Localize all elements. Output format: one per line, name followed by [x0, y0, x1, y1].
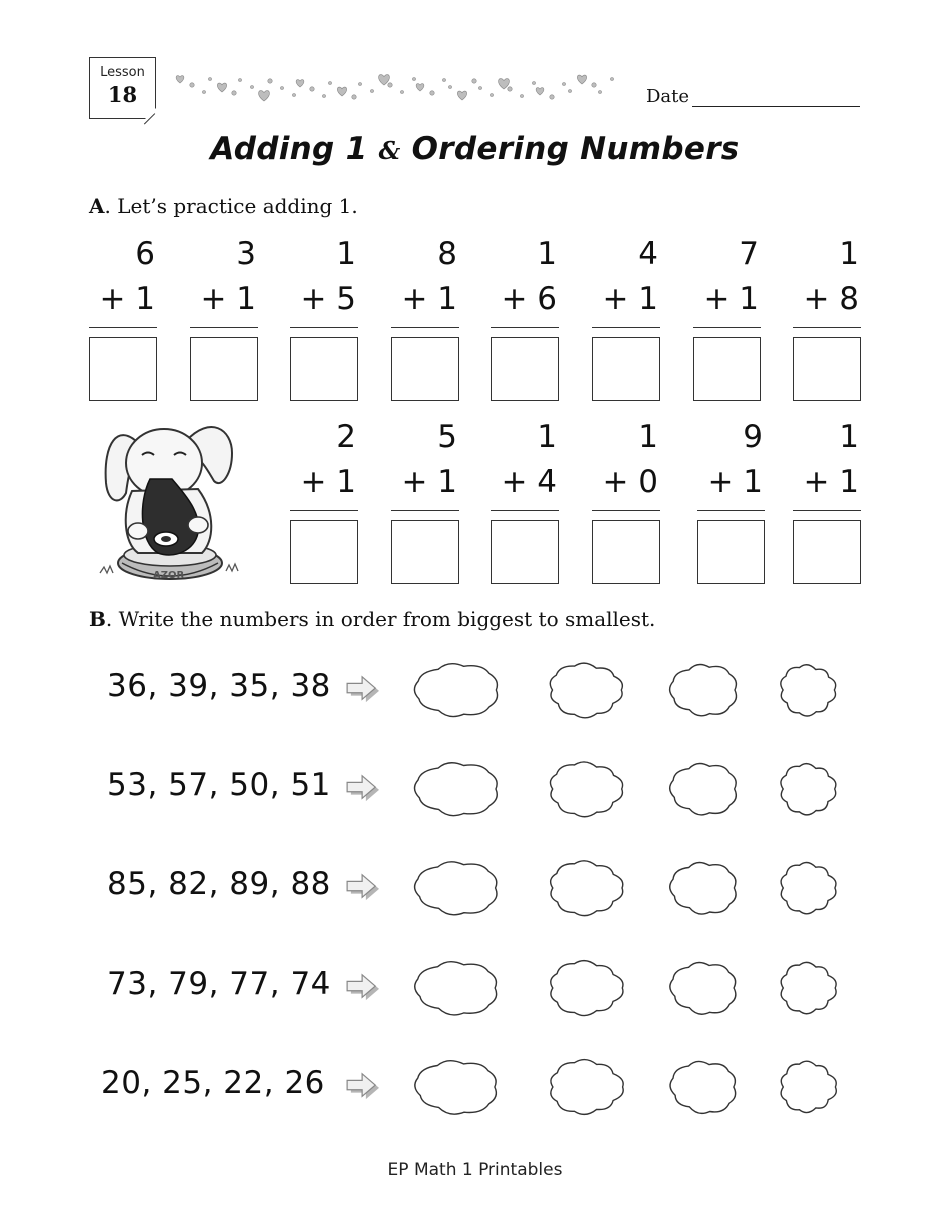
addend-bottom: + 1	[707, 464, 763, 500]
section-a-text: . Let’s practice adding 1.	[104, 194, 358, 218]
number-sequence: 85, 82, 89, 88	[107, 866, 331, 902]
cloud-answer-shape[interactable]	[651, 942, 757, 1034]
cloud-answer-shape[interactable]	[651, 842, 757, 934]
lesson-number: 18	[107, 82, 138, 107]
answer-box[interactable]	[592, 520, 660, 584]
answer-box[interactable]	[693, 337, 761, 401]
cloud-answer-shape[interactable]	[528, 743, 644, 835]
addend-top: 1	[638, 419, 658, 455]
cloud-answer-shape[interactable]	[761, 844, 855, 932]
addend-bottom: + 1	[200, 281, 256, 317]
answer-box[interactable]	[391, 337, 459, 401]
cloud-answer-shape[interactable]	[528, 942, 644, 1034]
addend-bottom: + 1	[602, 281, 658, 317]
cloud-answer-shape[interactable]	[394, 941, 520, 1035]
addend-bottom: + 6	[501, 281, 557, 317]
number-sequence: 36, 39, 35, 38	[107, 668, 331, 704]
answer-box[interactable]	[793, 337, 861, 401]
bunny-eating-from-bowl-icon	[98, 413, 248, 585]
sum-line	[391, 327, 459, 328]
addend-top: 2	[336, 419, 356, 455]
addend-top: 4	[638, 236, 658, 272]
arrow-right-icon	[344, 1071, 384, 1101]
cloud-answer-shape[interactable]	[761, 1043, 855, 1131]
answer-box[interactable]	[391, 520, 459, 584]
page-title	[0, 131, 950, 167]
addend-top: 1	[537, 236, 557, 272]
sum-line	[190, 327, 258, 328]
answer-box[interactable]	[89, 337, 157, 401]
number-sequence: 73, 79, 77, 74	[107, 966, 331, 1002]
decorative-border-hearts-icon	[172, 66, 622, 112]
arrow-right-icon	[344, 972, 384, 1002]
sum-line	[592, 510, 660, 511]
cloud-answer-shape[interactable]	[394, 841, 520, 935]
addend-bottom: + 1	[803, 464, 859, 500]
addend-top: 7	[739, 236, 759, 272]
number-sequence: 20, 25, 22, 26	[101, 1065, 325, 1101]
cloud-answer-shape[interactable]	[761, 745, 855, 833]
sum-line	[491, 327, 559, 328]
addend-top: 1	[336, 236, 356, 272]
addend-top: 9	[743, 419, 763, 455]
sum-line	[290, 510, 358, 511]
answer-box[interactable]	[592, 337, 660, 401]
answer-box[interactable]	[697, 520, 765, 584]
sum-line	[693, 327, 761, 328]
addend-bottom: + 1	[300, 464, 356, 500]
footer-text: EP Math 1 Printables	[387, 1160, 563, 1180]
cloud-answer-shape[interactable]	[651, 743, 757, 835]
lesson-label: Lesson	[100, 65, 145, 80]
title-ampersand: &	[378, 136, 401, 165]
cloud-answer-shape[interactable]	[651, 644, 757, 736]
cloud-answer-shape[interactable]	[761, 944, 855, 1032]
addend-bottom: + 4	[501, 464, 557, 500]
date-label: Date	[646, 86, 690, 107]
sum-line	[697, 510, 765, 511]
lesson-badge	[89, 57, 156, 119]
addend-top: 3	[236, 236, 256, 272]
addend-top: 1	[537, 419, 557, 455]
addend-top: 1	[839, 419, 859, 455]
addend-bottom: + 8	[803, 281, 859, 317]
answer-box[interactable]	[793, 520, 861, 584]
date-input-line[interactable]	[692, 106, 860, 107]
addend-top: 6	[135, 236, 155, 272]
addend-top: 8	[437, 236, 457, 272]
answer-box[interactable]	[190, 337, 258, 401]
answer-box[interactable]	[491, 520, 559, 584]
section-b-text: . Write the numbers in order from biggest to smallest.	[105, 607, 656, 631]
sum-line	[89, 327, 157, 328]
addend-bottom: + 1	[99, 281, 155, 317]
section-b-heading	[89, 607, 655, 631]
number-sequence: 53, 57, 50, 51	[107, 767, 331, 803]
arrow-right-icon	[344, 674, 384, 704]
sum-line	[290, 327, 358, 328]
title-part-2: Ordering Numbers	[411, 131, 740, 167]
addend-top: 1	[839, 236, 859, 272]
title-part-1: Adding 1	[210, 131, 368, 167]
section-a-letter: A	[89, 194, 105, 218]
section-a-heading	[89, 194, 358, 218]
answer-box[interactable]	[290, 520, 358, 584]
cloud-answer-shape[interactable]	[528, 1041, 644, 1133]
cloud-answer-shape[interactable]	[394, 1040, 520, 1134]
bowl-label: AZOR	[153, 570, 185, 581]
addend-bottom: + 1	[401, 281, 457, 317]
cloud-answer-shape[interactable]	[528, 644, 644, 736]
arrow-right-icon	[344, 872, 384, 902]
answer-box[interactable]	[491, 337, 559, 401]
section-b-letter: B	[89, 607, 106, 631]
sum-line	[793, 327, 861, 328]
addend-bottom: + 0	[602, 464, 658, 500]
arrow-right-icon	[344, 773, 384, 803]
cloud-answer-shape[interactable]	[394, 742, 520, 836]
cloud-answer-shape[interactable]	[651, 1041, 757, 1133]
sum-line	[793, 510, 861, 511]
sum-line	[391, 510, 459, 511]
addend-bottom: + 1	[703, 281, 759, 317]
cloud-answer-shape[interactable]	[394, 643, 520, 737]
addend-bottom: + 1	[401, 464, 457, 500]
addend-top: 5	[437, 419, 457, 455]
sum-line	[592, 327, 660, 328]
answer-box[interactable]	[290, 337, 358, 401]
addend-bottom: + 5	[300, 281, 356, 317]
sum-line	[491, 510, 559, 511]
cloud-answer-shape[interactable]	[528, 842, 644, 934]
cloud-answer-shape[interactable]	[761, 646, 855, 734]
